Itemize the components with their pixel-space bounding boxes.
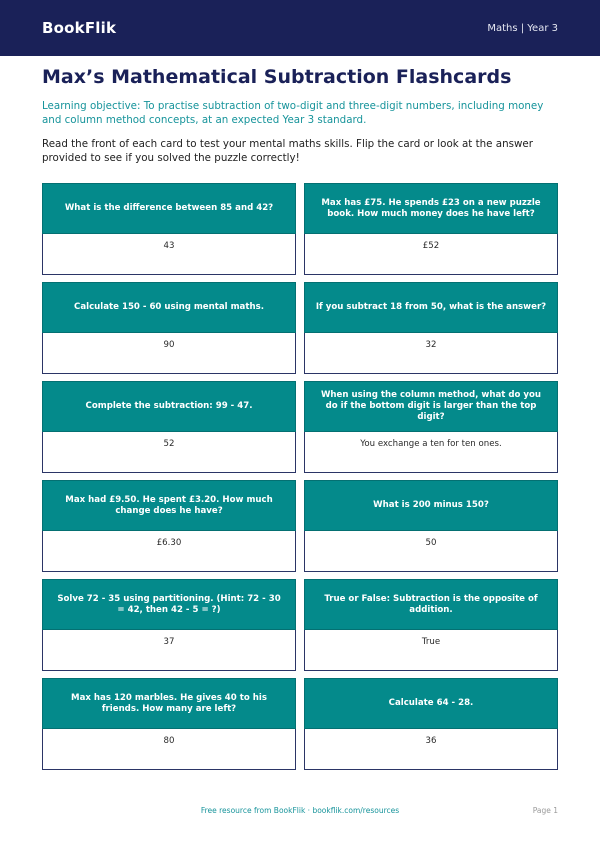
- flashcard[interactable]: [304, 678, 558, 770]
- flashcard-question[interactable]: What is the difference between 85 and 42?: [42, 183, 296, 234]
- flashcard-answer: 36: [304, 729, 558, 770]
- flashcard-answer: 32: [304, 333, 558, 374]
- subject-year-label: Maths | Year 3: [487, 22, 558, 34]
- flashcard[interactable]: [304, 480, 558, 572]
- flashcard-answer: 50: [304, 531, 558, 572]
- page-header: [0, 0, 600, 56]
- footer-credit[interactable]: Free resource from BookFlik · bookflik.com/resources: [200, 806, 400, 815]
- flashcard-answer: 43: [42, 234, 296, 275]
- flashcard-question[interactable]: Calculate 150 - 60 using mental maths.: [42, 282, 296, 333]
- flashcard-question[interactable]: What is 200 minus 150?: [304, 480, 558, 531]
- flashcard-answer: 90: [42, 333, 296, 374]
- flashcard-grid: [42, 183, 558, 770]
- flashcard[interactable]: [42, 381, 296, 473]
- instructions: Read the front of each card to test your mental maths skills. Flip the card or look at the answer provided to see if you solved the puzzle correctly!: [42, 138, 533, 164]
- flashcard-answer: 37: [42, 630, 296, 671]
- flashcard[interactable]: [42, 678, 296, 770]
- flashcard[interactable]: [304, 282, 558, 374]
- flashcard-question[interactable]: If you subtract 18 from 50, what is the answer?: [304, 282, 558, 333]
- flashcard-answer: £52: [304, 234, 558, 275]
- flashcard-answer: 52: [42, 432, 296, 473]
- flashcard-answer: You exchange a ten for ten ones.: [304, 432, 558, 473]
- brand-logo[interactable]: BookFlik: [42, 19, 117, 37]
- flashcard-question[interactable]: Max had £9.50. He spent £3.20. How much change does he have?: [42, 480, 296, 531]
- flashcard-answer: £6.30: [42, 531, 296, 572]
- flashcard[interactable]: [42, 579, 296, 671]
- flashcard-question[interactable]: True or False: Subtraction is the opposite of addition.: [304, 579, 558, 630]
- flashcard-question[interactable]: Max has 120 marbles. He gives 40 to his friends. How many are left?: [42, 678, 296, 729]
- flashcard-answer: True: [304, 630, 558, 671]
- flashcard[interactable]: [304, 183, 558, 275]
- flashcard-question[interactable]: Max has £75. He spends £23 on a new puzzle book. How much money does he have left?: [304, 183, 558, 234]
- flashcard[interactable]: [304, 579, 558, 671]
- page-footer: [0, 806, 600, 820]
- flashcard[interactable]: [42, 480, 296, 572]
- flashcard-question[interactable]: Solve 72 - 35 using partitioning. (Hint: 72 - 30 = 42, then 42 - 5 = ?): [42, 579, 296, 630]
- flashcard[interactable]: [304, 381, 558, 473]
- page-title: Max’s Mathematical Subtraction Flashcards: [42, 66, 512, 88]
- learning-objective: Learning objective: To practise subtraction of two-digit and three-digit numbers, including money and column method concepts, at an expected Year 3 standard.: [42, 100, 544, 126]
- flashcard-answer: 80: [42, 729, 296, 770]
- flashcard-question[interactable]: When using the column method, what do you do if the bottom digit is larger than the top digit?: [304, 381, 558, 432]
- flashcard[interactable]: [42, 282, 296, 374]
- flashcard-question[interactable]: Complete the subtraction: 99 - 47.: [42, 381, 296, 432]
- page-number: Page 1: [532, 806, 558, 815]
- flashcard[interactable]: [42, 183, 296, 275]
- flashcard-question[interactable]: Calculate 64 - 28.: [304, 678, 558, 729]
